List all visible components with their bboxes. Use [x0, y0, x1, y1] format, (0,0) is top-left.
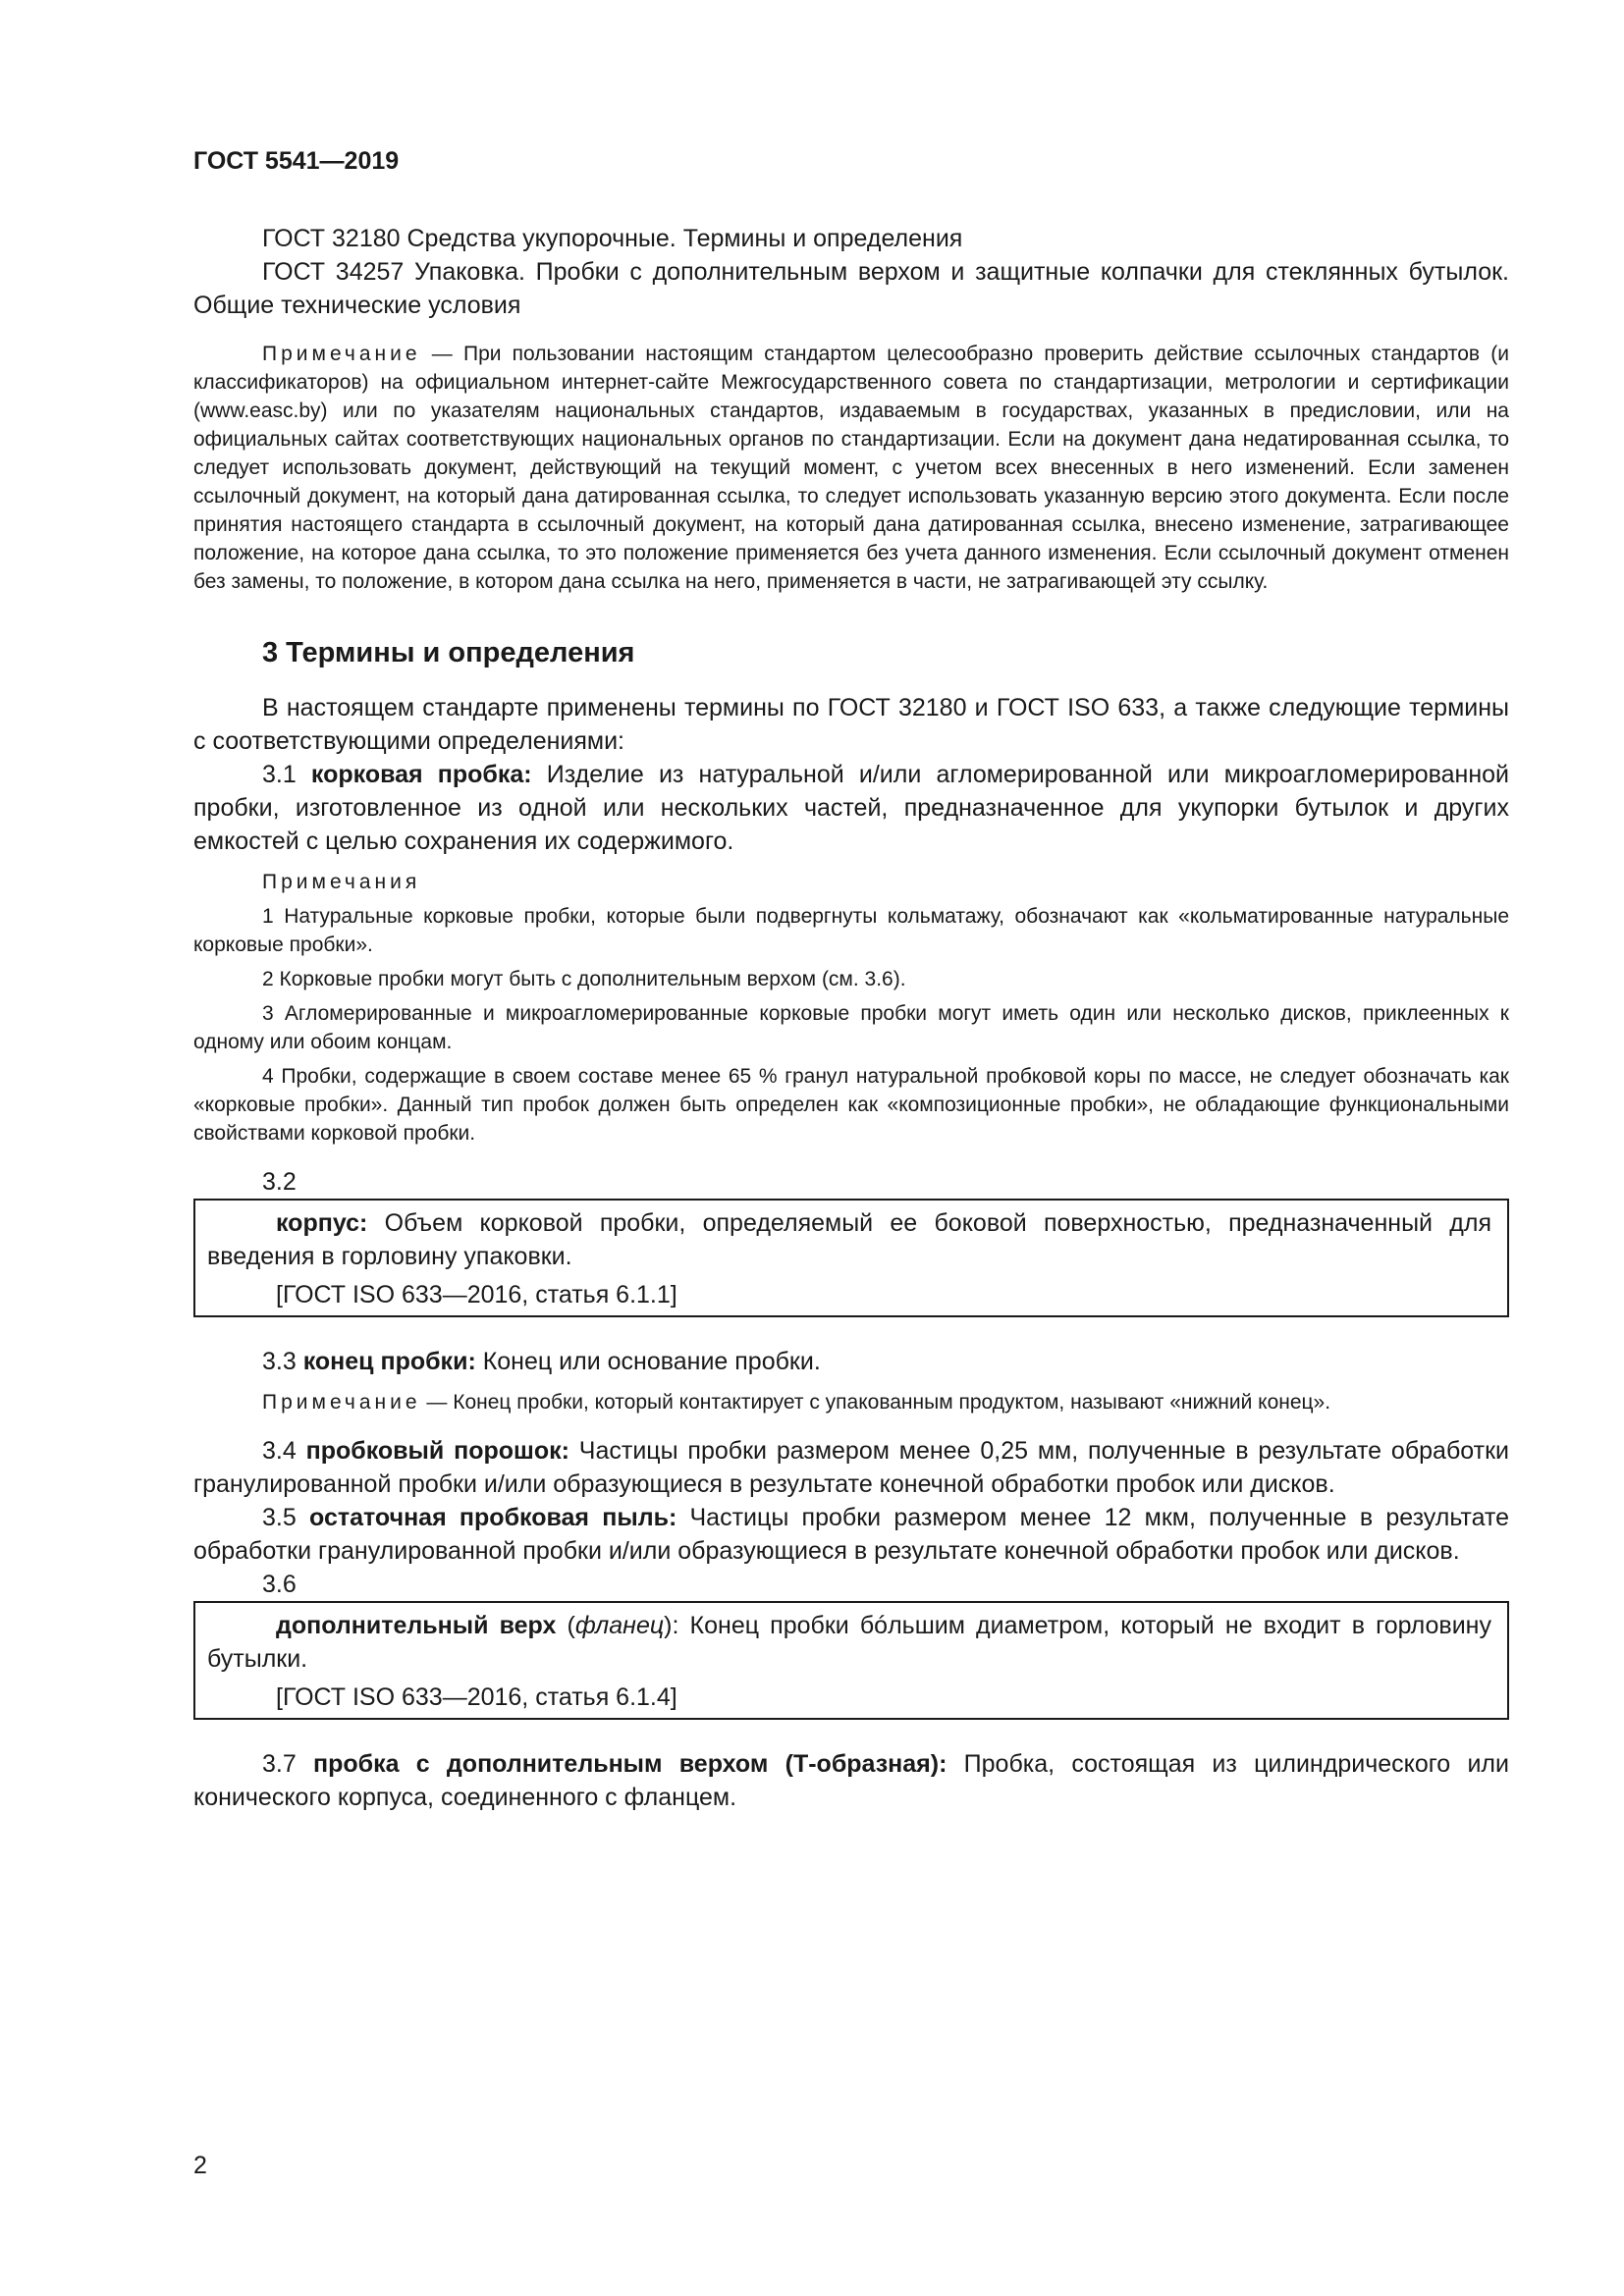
notes-label: Примечания [262, 871, 421, 893]
note-item: 4 Пробки, содержащие в своем составе менее 65 % гранул натуральной пробковой коры по массе, не следует обозначать как «корковые пробки». Данный тип пробок должен быть определен как «композиционные пробки», не обладающие функциональными свойствами корковой пробки. [193, 1065, 1509, 1145]
normative-reference: ГОСТ 32180 Средства укупорочные. Термины и определения [262, 225, 963, 252]
term-name: корковая пробка: [310, 761, 532, 788]
term-3-7: 3.7 пробка с дополнительным верхом (Т-образная): Пробка, состоящая из цилиндрического или конического корпуса, соединенного с фланцем. [193, 1750, 1509, 1811]
term-box-3-2 [193, 1199, 1509, 1317]
term-definition: Изделие из натуральной и/или агломерированной или микроагломерированной пробки, изготовленное из одной или нескольких частей, предназначенное для укупорки бутылок и других емкостей с целью сохранения их содержимого. [193, 761, 1510, 855]
note-text: — При пользовании настоящим стандартом целесообразно проверить действие ссылочных стандартов (и классификаторов) на официальном интернет-сайте Межгосударственного совета по стандартизации, метрологии и сертификации (www.easc.by) или по указателям национальных стандартов, издаваемым в государствах, указанных в предисловии, или на официальных сайтах соответствующих национальных органов по стандартизации. Если на документ дана недатированная ссылка, то следует использовать документ, действующий на текущий момент, с учетом всех внесенных в него изменений. Если заменен ссылочный документ, на который дана датированная ссылка, то следует использовать указанную версию этого документа. Если после принятия настоящего стандарта в ссылочный документ, на который дана датированная ссылка, внесено изменение, затрагивающее положение, на которое дана ссылка, то это положение применяется без учета данного изменения. Если ссылочный документ отменен без замены, то положение, в котором дана ссылка на него, применяется в части, не затрагивающей эту ссылку. [193, 343, 1509, 593]
term-synonym: фланец [574, 1612, 665, 1639]
term-number: 3.2 [262, 1168, 297, 1196]
section-intro: В настоящем стандарте применены термины по ГОСТ 32180 и ГОСТ ISO 633, а также следующие термины с соответствующими определениями: [193, 694, 1509, 755]
document-body [193, 222, 1509, 1814]
term-3-3: 3.3 конец пробки: Конец или основание пробки. [262, 1348, 821, 1375]
term-name: пробковый порошок: [305, 1437, 569, 1465]
note-item: 3 Агломерированные и микроагломерированные корковые пробки могут иметь один или несколько дисков, приклеенных к одному или обоим концам. [193, 1002, 1509, 1053]
term-definition: Объем корковой пробки, определяемый ее боковой поверхностью, предназначенный для введения в горловину упаковки. [207, 1209, 1491, 1270]
term-3-5: 3.5 остаточная пробковая пыль: Частицы пробки размером менее 12 мкм, полученные в результате обработки гранулированной пробки и/или образующиеся в результате конечной обработки пробок или дисков. [193, 1504, 1509, 1565]
term-3-2 [207, 1206, 1491, 1273]
page-number: 2 [193, 2152, 207, 2179]
term-name: дополнительный верх [276, 1612, 557, 1639]
term-source: [ГОСТ ISO 633—2016, статья 6.1.1] [276, 1281, 677, 1308]
term-source: [ГОСТ ISO 633—2016, статья 6.1.4] [276, 1683, 677, 1711]
section-title: 3 Термины и определения [262, 637, 635, 668]
normative-reference: ГОСТ 34257 Упаковка. Пробки с дополнительным верхом и защитные колпачки для стеклянных бутылок. Общие технические условия [193, 258, 1509, 319]
term-name: корпус: [276, 1209, 368, 1237]
note-3-3 [193, 1388, 1509, 1416]
term-3-4: 3.4 пробковый порошок: Частицы пробки размером менее 0,25 мм, полученные в результате обработки гранулированной пробки и/или образующиеся в результате конечной обработки пробок или дисков. [193, 1437, 1509, 1498]
term-definition: Частицы пробки размером менее 12 мкм, полученные в результате обработки гранулированной пробки и/или образующиеся в результате конечной обработки пробок или дисков. [193, 1504, 1509, 1565]
term-definition: ): Конец пробки бóльшим диаметром, который не входит в горловину бутылки. [207, 1612, 1491, 1673]
term-box-3-6 [193, 1601, 1509, 1720]
note-label: Примечание [262, 343, 421, 365]
note-item: 2 Корковые пробки могут быть с дополнительным верхом (см. 3.6). [262, 968, 906, 990]
term-definition: Пробка, состоящая из цилиндрического или конического корпуса, соединенного с фланцем. [193, 1750, 1509, 1811]
document-header: ГОСТ 5541—2019 [193, 147, 400, 175]
term-number: 3.6 [262, 1571, 297, 1598]
note-text: — Конец пробки, который контактирует с упакованным продуктом, называют «нижний конец». [420, 1391, 1331, 1414]
note-references [193, 340, 1509, 596]
term-name: конец пробки: [302, 1348, 476, 1375]
term-3-1: 3.1 корковая пробка: Изделие из натуральной и/или агломерированной или микроагломерированной пробки, изготовленное из одной или нескольких частей, предназначенное для укупорки бутылок и других емкостей с целью сохранения их содержимого. [193, 761, 1510, 855]
term-3-6: дополнительный верх (фланец): Конец пробки бóльшим диаметром, который не входит в горловину бутылки. [207, 1612, 1491, 1673]
term-name: остаточная пробковая пыль: [309, 1504, 677, 1531]
term-definition: Частицы пробки размером менее 0,25 мм, полученные в результате обработки гранулированной пробки и/или образующиеся в результате конечной обработки пробок или дисков. [193, 1437, 1509, 1498]
term-name: пробка с дополнительным верхом (Т-образная): [313, 1750, 947, 1778]
note-item: 1 Натуральные корковые пробки, которые были подвергнуты кольматажу, обозначают как «кольматированные натуральные корковые пробки». [193, 905, 1509, 956]
note-label: Примечание [262, 1391, 421, 1414]
term-definition: Конец или основание пробки. [475, 1348, 821, 1375]
